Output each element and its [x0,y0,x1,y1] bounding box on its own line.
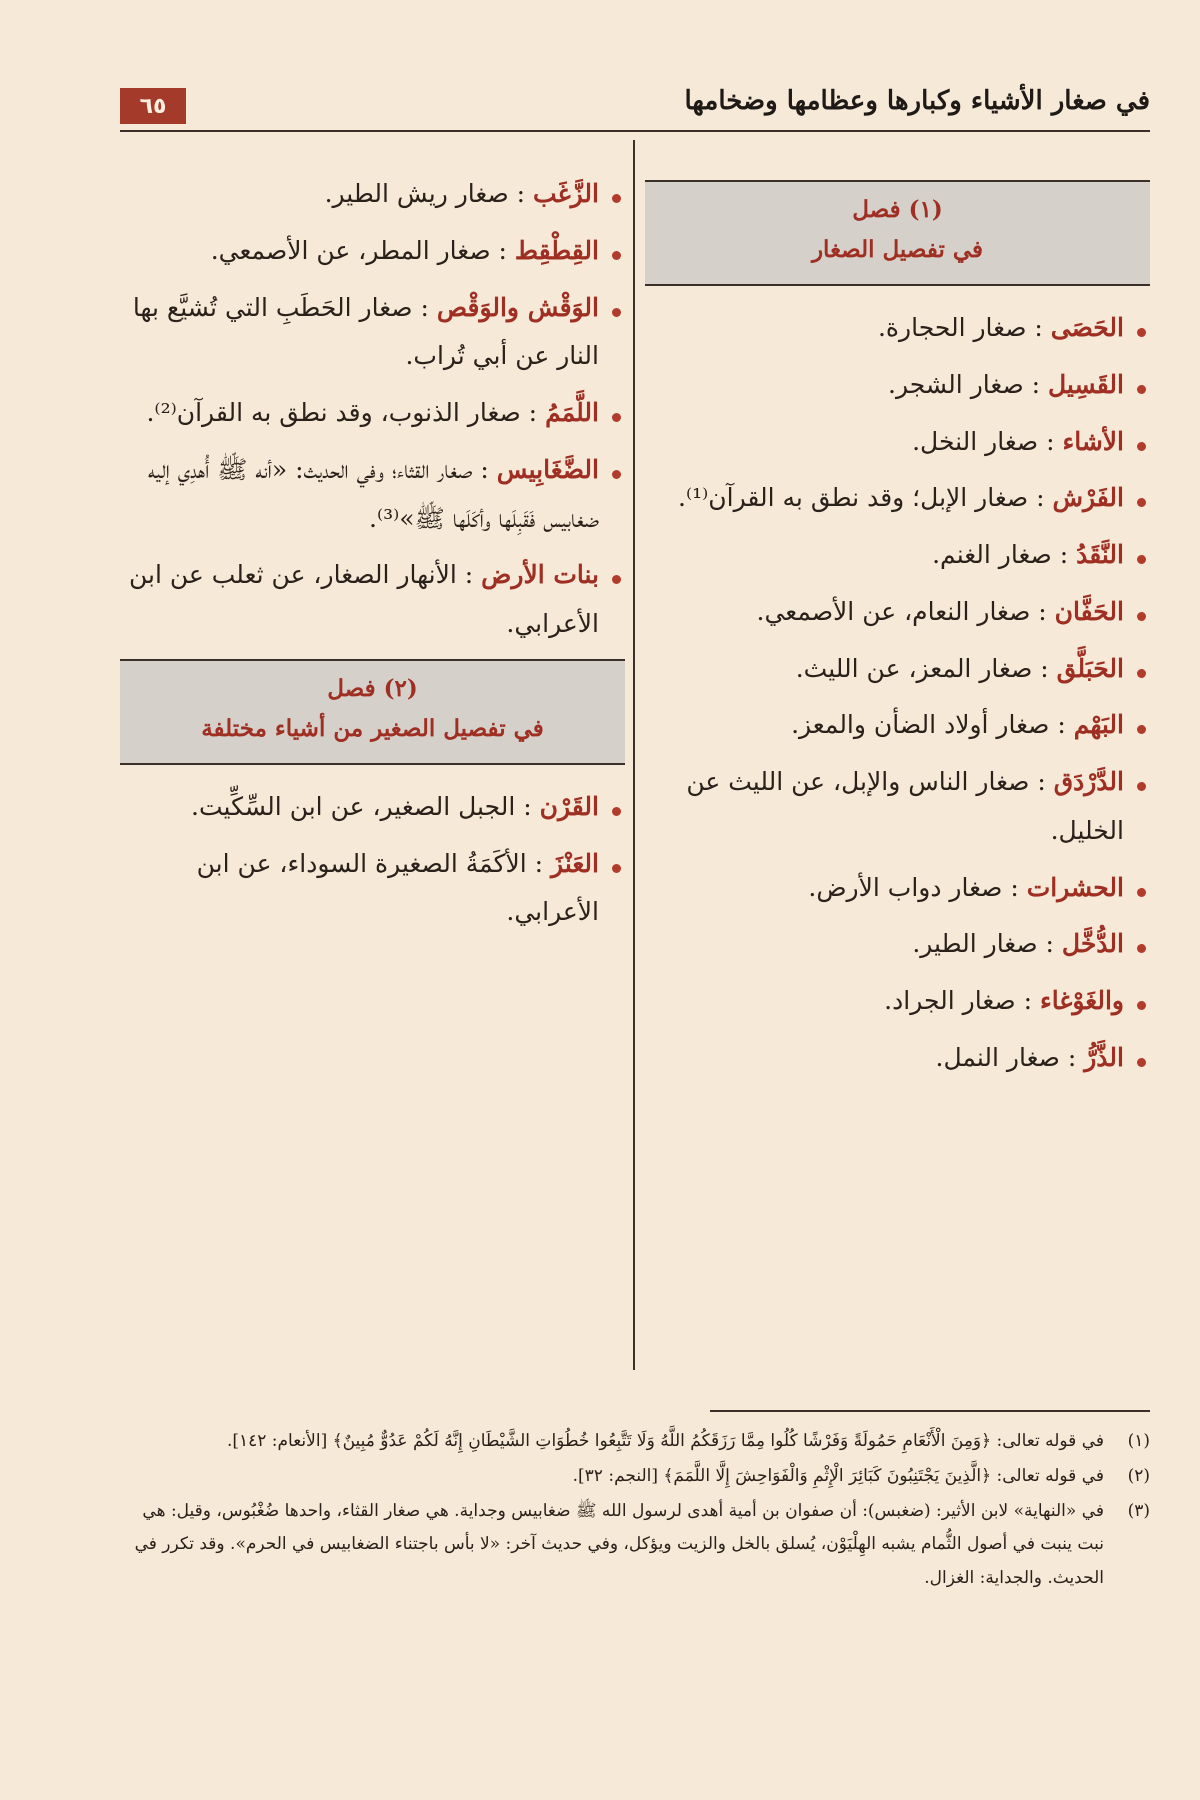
bullet-icon [612,413,621,422]
page-header [120,70,1150,130]
bullet-icon [1137,328,1146,337]
footnote-number: (٣) [1127,1501,1150,1522]
entry-term: الفَرْش [1052,483,1124,513]
entry-term: القَرْن [539,791,599,821]
entry-definition: : صغار الغنم. [932,540,1077,570]
entry [120,446,625,544]
entry-definition: : صغار الحَطَبِ التي تُشيَّع بها النار عن أبي تُراب. [132,292,599,371]
entry-term: القَسِيل [1048,369,1124,399]
entry-term: القِطْقِط [514,235,599,265]
bullet-icon [1137,498,1146,507]
entry-term: الحَصَى [1050,313,1124,343]
bullet-icon [1137,555,1146,564]
entry-definition: : صغار الإبل؛ وقد نطق به القرآن⁽¹⁾. [678,483,1053,513]
section-number: (١) فصل [852,196,943,223]
entry-definition: : صغار الطير. [912,929,1062,959]
bullet-icon [1137,1058,1146,1067]
footnote-text: في قوله تعالى: ﴿الَّذِينَ يَجْتَنِبُونَ كَبَائِرَ الْإِثْمِ وَالْفَوَاحِشَ إِلَّا اللَّمَمَ﴾ [النجم: ٣٢]. [572,1466,1104,1487]
entry-definition: : صغار الشجر. [888,369,1048,399]
footnote-text: في «النهاية» لابن الأثير: (ضغبس): أن صفوان بن أمية أهدى لرسول الله ﷺ ضغابيس وجداية. هي صغار القثاء، واحدها ضُغْبُوس، وقيل: هي نبت ينبت في أصول الثُّمام يشبه الهِلْيَوْن، يُسلق بالخل والزيت ويؤكل، وفي حديث آخر: «لا بأس باجتناء الضغابيس في الحرم». وقد تكرر في الحديث. والجداية: الغزال. [134,1501,1104,1588]
bullet-icon [1137,782,1146,791]
section-title: في تفصيل الصغير من أشياء مختلفة [201,714,544,742]
entry-list [120,170,625,649]
right-column [645,170,1150,1091]
page-number: ٦٥ [120,88,186,124]
bullet-icon [612,864,621,873]
entry [645,418,1150,467]
bullet-icon [612,575,621,584]
entry-term: الحَفَّان [1054,596,1124,626]
section-heading-2 [120,659,625,765]
entry-definition: : صغار أولاد الضأن والمعز. [791,710,1074,740]
entry-term: الحشرات [1026,872,1124,902]
entry-term: اللَّمَمُ [545,398,599,427]
entry-definition: : صغار القثاء؛ وفي الحديث: «أنه ﷺ أُهدِي إليه ضغابيس فَقَبِلَها وأكَلَها ﷺ»⁽³⁾. [147,454,599,533]
bullet-icon [1137,1001,1146,1010]
entry-definition: : صغار الذنوب، وقد نطق به القرآن⁽²⁾. [146,398,546,427]
entry [120,551,625,649]
entry [645,1034,1150,1083]
entry-definition: : صغار الجراد. [884,986,1040,1016]
footnote-rule [710,1410,1150,1412]
entry-term: الزَّغَب [533,179,599,208]
entry [120,840,625,938]
entry-definition: : صغار النعام، عن الأصمعي. [756,596,1055,626]
entry [645,977,1150,1026]
section-title: في تفصيل الصغار [811,235,984,263]
entry-definition: : صغار ريش الطير. [324,179,534,208]
bullet-icon [1137,385,1146,394]
entry [645,588,1150,637]
entry-list [120,783,625,937]
entry [645,361,1150,410]
entry [120,170,625,219]
entry-definition: : الجبل الصغير، عن ابن السِّكِّيت. [191,791,540,821]
bullet-icon [612,194,621,203]
entry-term: البَهْم [1073,710,1124,740]
bullet-icon [1137,669,1146,678]
entry [120,284,625,382]
bullet-icon [1137,725,1146,734]
entry [645,474,1150,523]
bullet-icon [1137,442,1146,451]
entry-definition: : صغار الحجارة. [877,313,1051,343]
entry-term: الدُّخَّل [1061,929,1124,959]
entry-term: الأشاء [1062,426,1124,456]
entry [645,701,1150,750]
running-title: في صغار الأشياء وكبارها وعظامها وضخامها [684,86,1150,116]
entry-definition: : الأكَمَةُ الصغيرة السوداء، عن ابن الأعرابي. [196,848,599,927]
entry [645,531,1150,580]
entry [645,920,1150,969]
footnotes [120,1425,1150,1597]
bullet-icon [612,308,621,317]
section-number: (٢) فصل [327,674,418,702]
bullet-icon [612,470,621,479]
entry-term: بنات الأرض [481,560,599,590]
entry-definition: : صغار المعز، عن الليث. [795,653,1057,683]
entry [645,758,1150,856]
bullet-icon [1137,944,1146,953]
footnote-number: (١) [1127,1431,1150,1451]
entry-definition: : صغار النخل. [912,426,1063,456]
footnote-text: في قوله تعالى: ﴿وَمِنَ الْأَنْعَامِ حَمُولَةً وَفَرْشًا كُلُوا مِمَّا رَزَقَكُمُ اللَّهُ وَلَا تَتَّبِعُوا خُطُوَاتِ الشَّيْطَانِ إِنَّهُ لَكُمْ عَدُوٌّ مُبِينٌ﴾ [الأنعام: ١٤٢]. [226,1431,1104,1451]
footnote [120,1495,1150,1594]
footnote [120,1425,1150,1458]
section-heading-1 [645,180,1150,286]
entry-definition: : صغار النمل. [935,1042,1085,1072]
entry-term: الضَّغَابِيس [496,454,599,484]
footnote-number: (٢) [1127,1466,1150,1487]
entry-term: النَّقَدُ [1076,540,1124,570]
entry-list [645,304,1150,1083]
entry-definition: : الأنهار الصغار، عن ثعلب عن ابن الأعرابي. [128,560,599,638]
entry-term: العَنْزَ [551,848,599,878]
entry [645,304,1150,353]
entry [645,864,1150,913]
entry-definition: : صغار دواب الأرض. [808,872,1027,902]
bullet-icon [1137,612,1146,621]
bullet-icon [1137,888,1146,897]
entry [645,645,1150,694]
entry-definition: : صغار الناس والإبل، عن الليث عن الخليل. [686,767,1124,845]
entry-term: الحَبَلَّق [1056,653,1124,683]
left-column [120,170,625,945]
entry-term: الوَقْش والوَقْص [436,292,599,322]
entry-term: الذَّرُّ [1084,1042,1124,1072]
entry-term: والغَوْغاء [1039,986,1124,1016]
footnote [120,1460,1150,1493]
entry [120,227,625,276]
entry [120,783,625,832]
entry [120,389,625,438]
column-divider [633,140,635,1370]
entry-term: الدَّرْدَق [1053,767,1124,797]
entry-definition: : صغار المطر، عن الأصمعي. [210,235,515,265]
header-rule [120,130,1150,132]
bullet-icon [612,807,621,816]
bullet-icon [612,251,621,260]
